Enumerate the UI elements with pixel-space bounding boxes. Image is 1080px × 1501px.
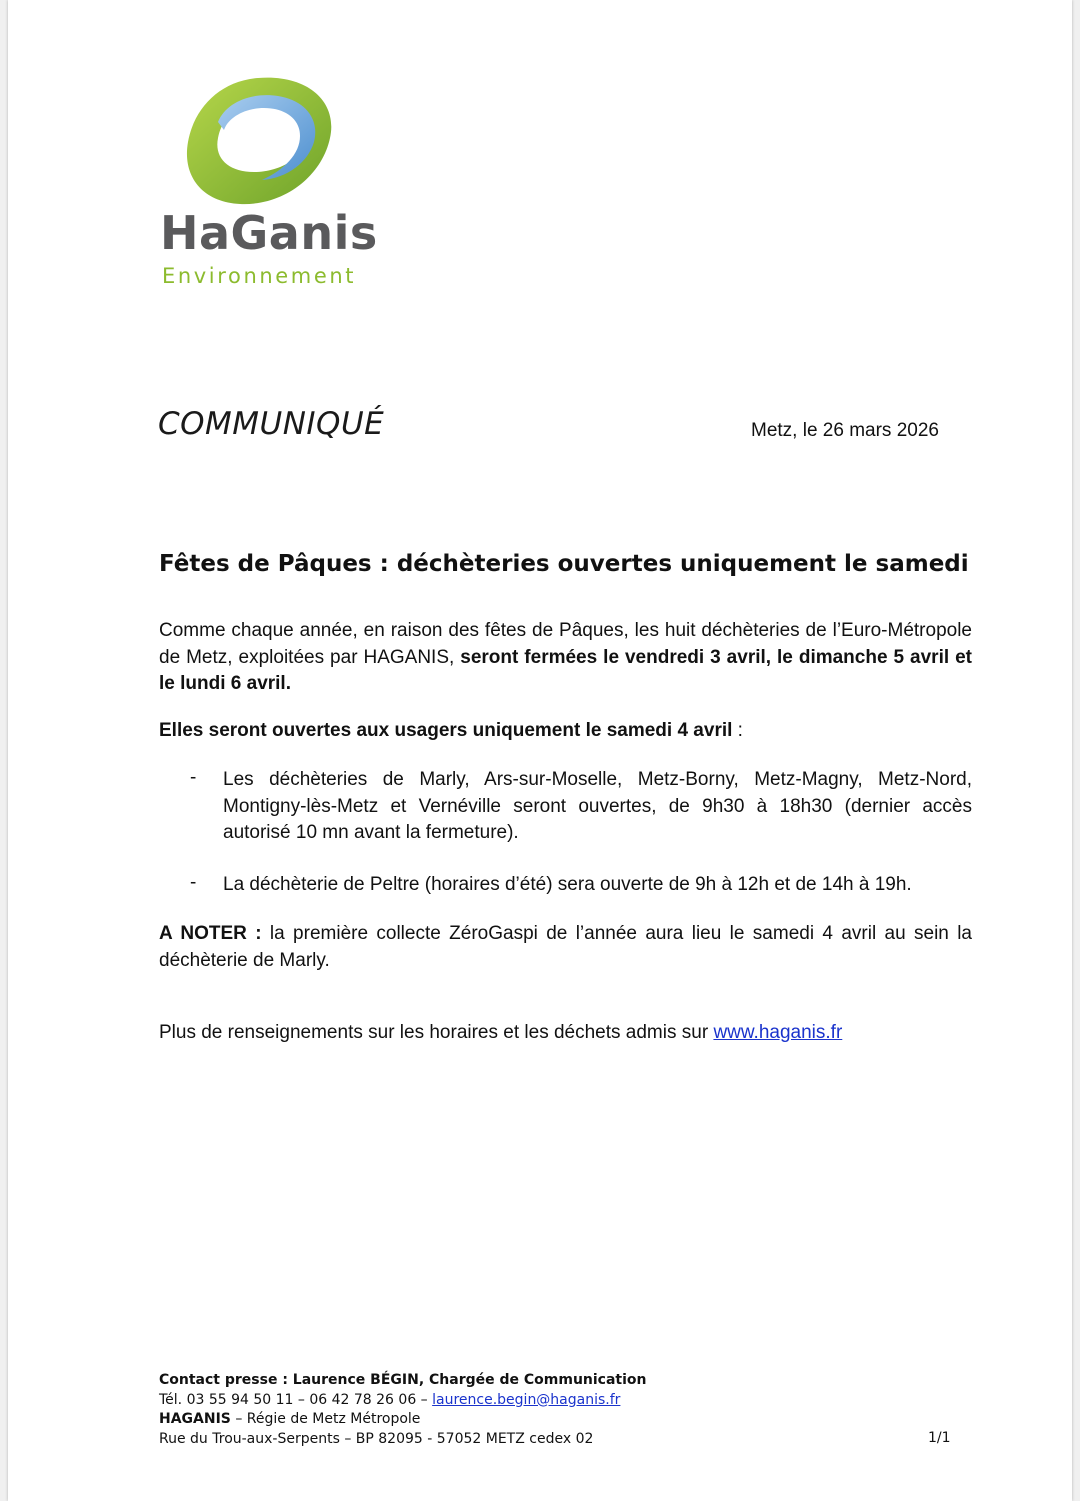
document-type: COMMUNIQUÉ	[158, 406, 385, 442]
brand-name: HaGanis	[160, 206, 378, 260]
email-link[interactable]: laurence.begin@haganis.fr	[432, 1391, 621, 1408]
postal-address: Rue du Trou-aux-Serpents – BP 82095 - 57052 METZ cedex 02	[159, 1430, 594, 1447]
note-text: la première collecte ZéroGaspi de l’année aura lieu le samedi 4 avril au sein la déchèterie de Marly.	[159, 923, 973, 971]
paragraph-closures-days: seront fermées le vendredi 3 avril, le dimanche 5 avril et le lundi 6 avril.	[159, 646, 972, 694]
website-link[interactable]: www.haganis.fr	[713, 1022, 843, 1043]
list-item-dash: -	[190, 872, 197, 893]
paragraph-note	[159, 921, 972, 974]
paragraph-opening-bold: Elles seront ouvertes aux usagers uniquement le samedi 4 avril	[159, 720, 733, 741]
paragraph-more-info	[159, 1020, 972, 1047]
organization-desc: – Régie de Metz Métropole	[230, 1411, 421, 1428]
footer-contact	[159, 1371, 647, 1449]
phone-numbers: Tél. 03 55 94 50 11 – 06 42 78 26 06 –	[159, 1391, 433, 1408]
paragraph-closures	[159, 618, 972, 698]
press-contact: Contact presse : Laurence BÉGIN, Chargée de Communication	[159, 1372, 647, 1388]
note-label: A NOTER :	[159, 923, 262, 944]
list-item: La déchèterie de Peltre (horaires d’été) sera ouverte de 9h à 12h et de 14h à 19h.	[223, 874, 912, 895]
headline: Fêtes de Pâques : déchèteries ouvertes uniquement le samedi	[159, 551, 969, 577]
haganis-ring-logo-icon	[180, 72, 340, 212]
paragraph-opening-colon: :	[732, 720, 743, 741]
page-number: 1/1	[928, 1430, 951, 1446]
brand-tagline: Environnement	[162, 264, 357, 288]
document-date: Metz, le 26 mars 2026	[751, 420, 939, 441]
list-item-dash: -	[190, 767, 197, 788]
paragraph-closures-intro: Comme chaque année, en raison des fêtes de Pâques, les huit déchèteries de l’Euro-Métropole de Metz, exploitées par HAGANIS,	[159, 620, 972, 668]
more-info-text: Plus de renseignements sur les horaires et les déchets admis sur	[159, 1022, 714, 1043]
paragraph-opening	[159, 718, 972, 745]
document-page	[8, 0, 1072, 1501]
organization-name: HAGANIS	[159, 1411, 231, 1428]
list-item: Les déchèteries de Marly, Ars-sur-Moselle, Metz-Borny, Metz-Magny, Metz-Nord, Montigny-lès-Metz et Vernéville seront ouvertes, de 9h30 à 18h30 (dernier accès autorisé 10 mn avant la fermeture).	[223, 769, 972, 843]
